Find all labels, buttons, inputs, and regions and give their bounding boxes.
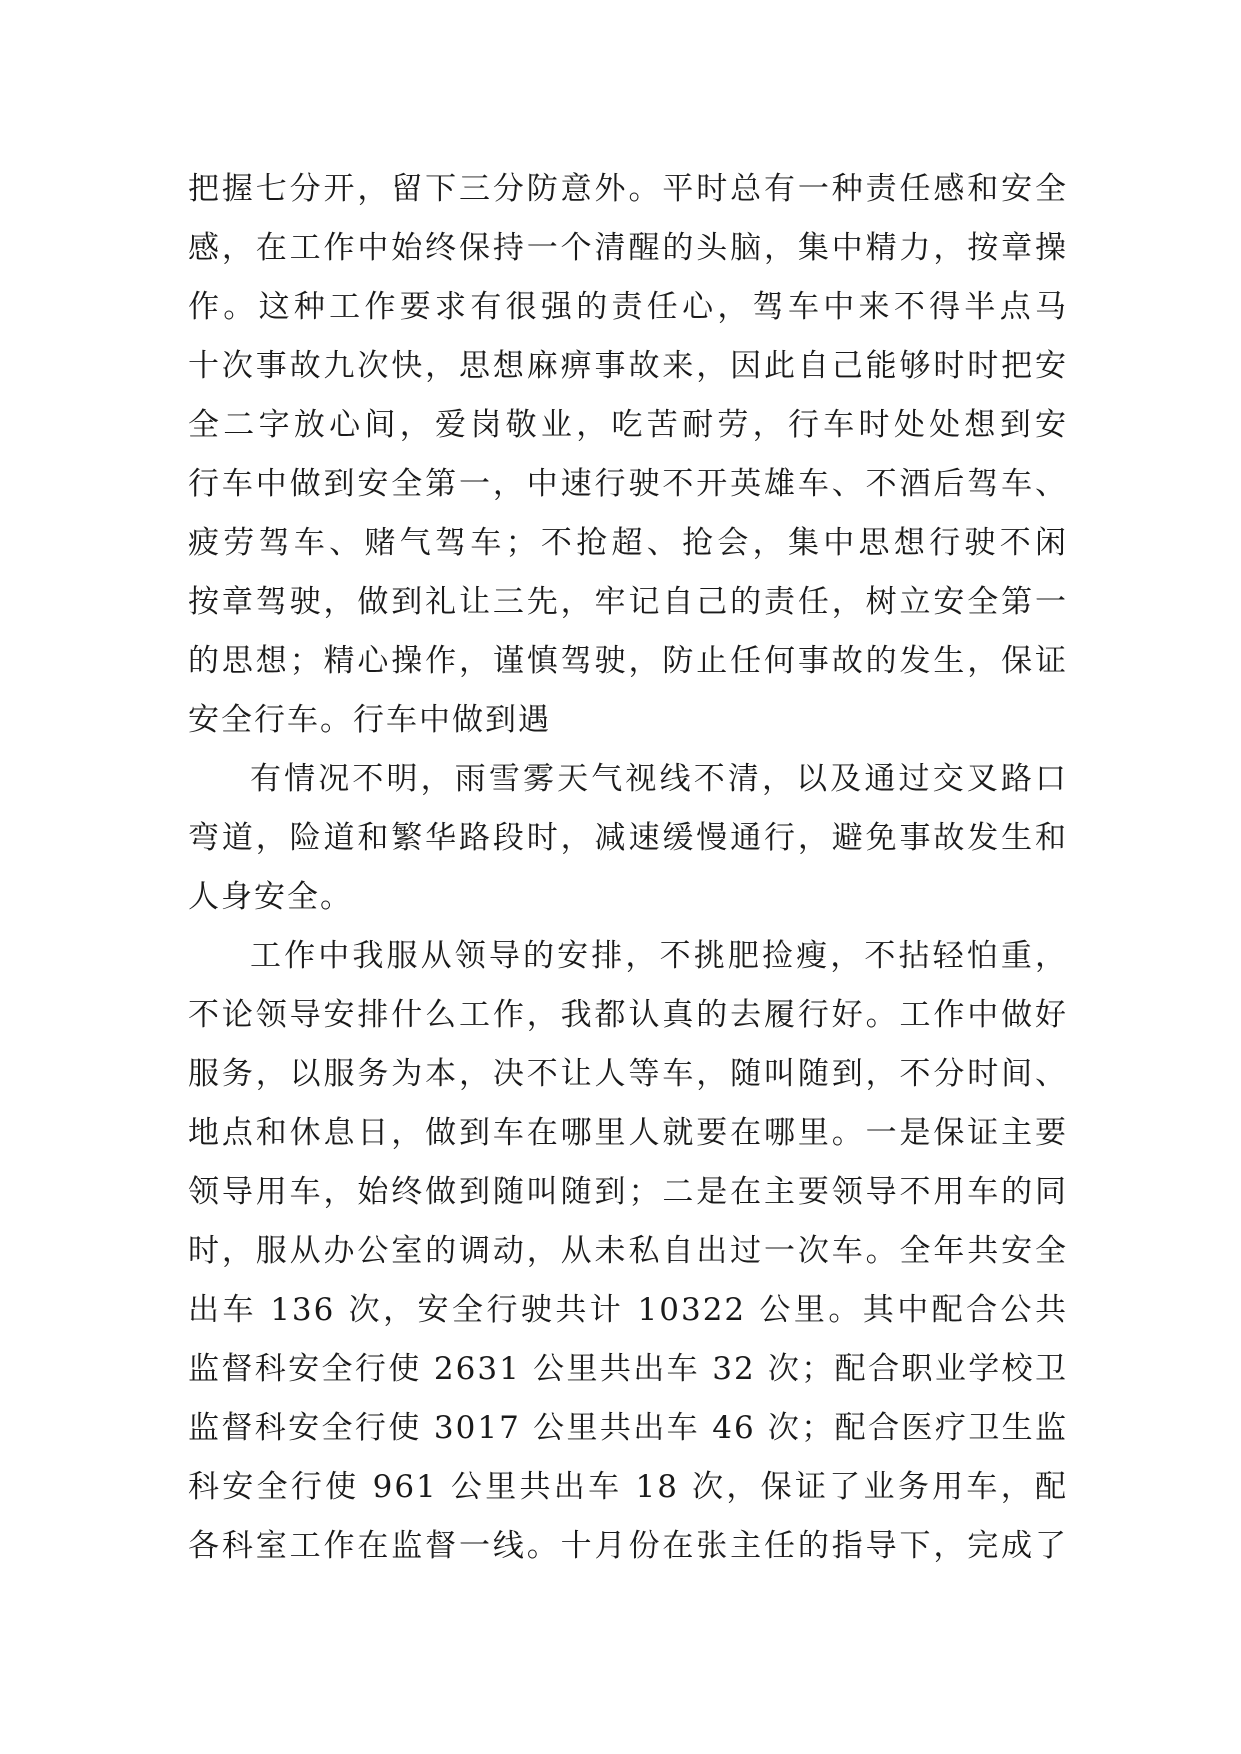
text-line: 把握七分开，留下三分防意外。平时总有一种责任感和安全 (188, 171, 1068, 207)
text-line: 疲劳驾车、赌气驾车；不抢超、抢会，集中思想行驶不闲 (188, 525, 1068, 561)
text-line: 地点和休息日，做到车在哪里人就要在哪里。一是保证主要 (188, 1115, 1068, 1151)
text-line: 各科室工作在监督一线。十月份在张主任的指导下，完成了 (188, 1528, 1068, 1564)
text-line: 人身安全。 (188, 879, 353, 915)
text-line: 领导用车，始终做到随叫随到；二是在主要领导不用车的同 (188, 1174, 1068, 1210)
text-line: 十次事故九次快，思想麻痹事故来，因此自己能够时时把安 (188, 348, 1068, 384)
text-line: 科安全行使 961 公里共出车 18 次，保证了业务用车，配 (188, 1469, 1068, 1505)
text-line: 时，服从办公室的调动，从未私自出过一次车。全年共安全 (188, 1233, 1068, 1269)
text-line: 全二字放心间，爱岗敬业，吃苦耐劳，行车时处处想到安 (188, 407, 1068, 443)
text-line: 监督科安全行使 3017 公里共出车 46 次；配合医疗卫生监 (188, 1410, 1068, 1446)
text-line: 工作中我服从领导的安排，不挑肥捡瘦，不拈轻怕重， (250, 938, 1068, 974)
text-line: 有情况不明，雨雪雾天气视线不清，以及通过交叉路口 (250, 761, 1068, 797)
text-line: 感，在工作中始终保持一个清醒的头脑，集中精力，按章操 (188, 230, 1068, 266)
text-line: 按章驾驶，做到礼让三先，牢记自己的责任，树立安全第一 (188, 584, 1068, 620)
text-line: 不论领导安排什么工作，我都认真的去履行好。工作中做好 (188, 997, 1068, 1033)
text-line: 服务，以服务为本，决不让人等车，随叫随到，不分时间、 (188, 1056, 1068, 1092)
text-line: 弯道，险道和繁华路段时，减速缓慢通行，避免事故发生和 (188, 820, 1068, 856)
text-line: 出车 136 次，安全行驶共计 10322 公里。其中配合公共 (188, 1292, 1068, 1328)
document-body (188, 160, 1068, 1576)
text-line: 安全行车。行车中做到遇 (188, 702, 551, 738)
text-line: 作。这种工作要求有很强的责任心，驾车中来不得半点马 (188, 289, 1068, 325)
text-line: 行车中做到安全第一，中速行驶不开英雄车、不酒后驾车、 (188, 466, 1068, 502)
text-line: 的思想；精心操作，谨慎驾驶，防止任何事故的发生，保证 (188, 643, 1068, 679)
text-line: 监督科安全行使 2631 公里共出车 32 次；配合职业学校卫 (188, 1351, 1068, 1387)
